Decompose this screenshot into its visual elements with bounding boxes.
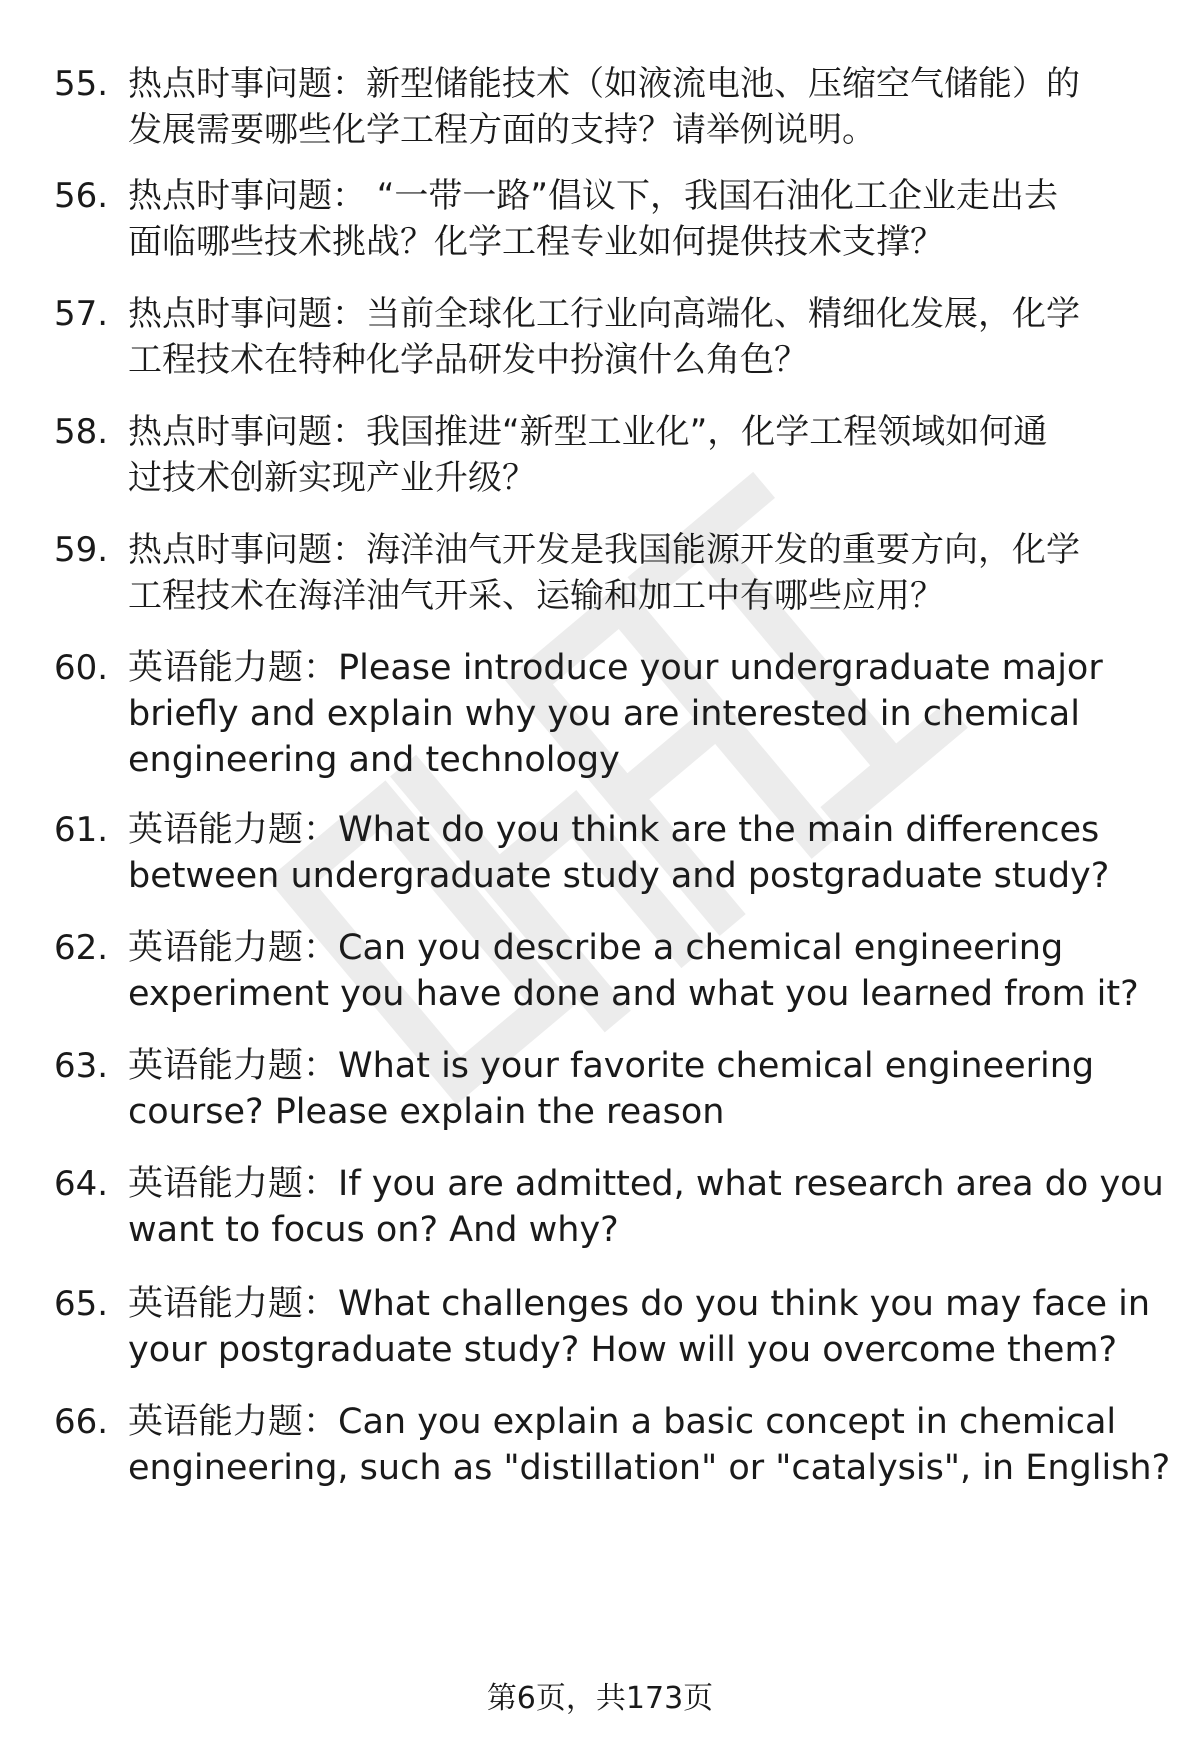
question-number: 56. (54, 176, 109, 216)
question-text-line: your postgraduate study? How will you overcome them? (128, 1330, 1118, 1370)
question-number: 57. (54, 294, 109, 334)
question-text-line: engineering and technology (128, 740, 620, 780)
question-text-line: 英语能力题：What do you think are the main differences (128, 810, 1100, 850)
question-text-line: 英语能力题：What challenges do you think you may face in (128, 1284, 1151, 1324)
question-text-line: 英语能力题：What is your favorite chemical engineering (128, 1046, 1095, 1086)
question-number: 61. (54, 810, 109, 850)
question-number: 60. (54, 648, 109, 688)
question-number: 63. (54, 1046, 109, 1086)
question-text-line: 英语能力题：Please introduce your undergraduate major (128, 648, 1103, 688)
question-text-line: 面临哪些技术挑战？化学工程专业如何提供技术支撑？ (128, 222, 944, 262)
question-text-line: 热点时事问题： “一带一路”倡议下，我国石油化工企业走出去 (128, 176, 1059, 216)
question-number: 66. (54, 1402, 109, 1442)
question-text-line: want to focus on? And why? (128, 1210, 619, 1250)
question-text-line: 热点时事问题：当前全球化工行业向高端化、精细化发展，化学 (128, 294, 1080, 334)
page-footer: 第6页，共173页 (486, 1681, 714, 1716)
question-number: 64. (54, 1164, 109, 1204)
question-text-line: 过技术创新实现产业升级？ (128, 458, 536, 498)
question-text-line: engineering, such as "distillation" or "catalysis", in English? (128, 1448, 1171, 1488)
question-text-line: 英语能力题：Can you explain a basic concept in chemical (128, 1402, 1117, 1442)
question-text-line: 英语能力题：If you are admitted, what research area do you (128, 1164, 1164, 1204)
question-text-line: experiment you have done and what you learned from it? (128, 974, 1139, 1014)
question-text-line: 发展需要哪些化学工程方面的支持？请举例说明。 (128, 110, 876, 150)
question-number: 58. (54, 412, 109, 452)
question-number: 55. (54, 64, 109, 104)
question-text-line: briefly and explain why you are interested in chemical (128, 694, 1080, 734)
question-number: 59. (54, 530, 109, 570)
question-text-line: 热点时事问题：我国推进“新型工业化”，化学工程领域如何通 (128, 412, 1048, 452)
question-text-line: 热点时事问题：新型储能技术（如液流电池、压缩空气储能）的 (128, 64, 1080, 104)
question-text-line: 工程技术在海洋油气开采、运输和加工中有哪些应用？ (128, 576, 944, 616)
question-number: 65. (54, 1284, 109, 1324)
question-text-line: 热点时事问题：海洋油气开发是我国能源开发的重要方向，化学 (128, 530, 1080, 570)
question-text-line: between undergraduate study and postgraduate study? (128, 856, 1110, 896)
question-text-line: 工程技术在特种化学品研发中扮演什么角色？ (128, 340, 808, 380)
question-text-line: 英语能力题：Can you describe a chemical engineering (128, 928, 1064, 968)
question-text-line: course? Please explain the reason (128, 1092, 725, 1132)
question-number: 62. (54, 928, 109, 968)
